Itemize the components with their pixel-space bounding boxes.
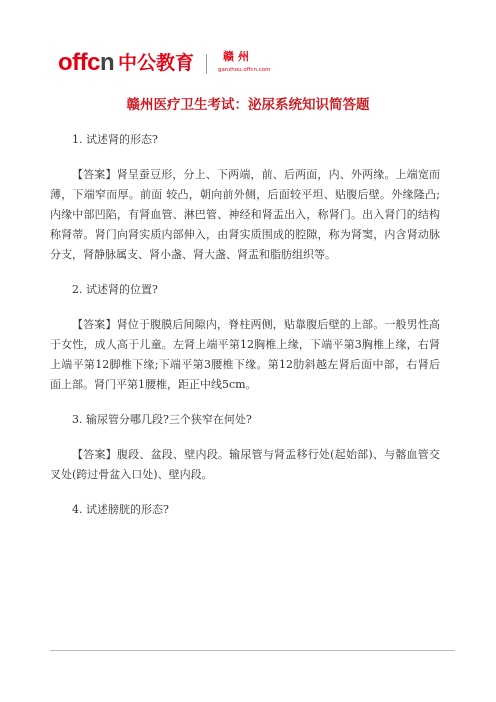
footer-divider — [50, 650, 455, 651]
document-body — [50, 130, 440, 535]
question-2: 2. 试述肾的位置? — [72, 283, 158, 296]
question-4: 4. 试述膀胱的形态? — [72, 503, 169, 516]
offcn-logo — [58, 50, 114, 76]
logo-divider — [206, 54, 207, 74]
question-1: 1. 试述肾的形态? — [72, 133, 158, 146]
answer-2: 【答案】肾位于腹膜后间隙内，脊柱两侧，贴靠腹后壁的上部。一般男性高于女性，成人高于儿童。左肾上端平第12胸椎上缘，下端平第3胸椎上缘，右肾上端平第12脚椎下缘;下端平第3腰椎下缘。第12肋斜越左肾后面中部，右肾后面上部。肾门平第1腰椎，距正中线5cm。 — [50, 318, 440, 391]
logo-city: 赣州 — [223, 50, 253, 63]
question-3: 3. 输尿管分哪几段?三个狭窄在何处? — [72, 413, 252, 426]
logo-url: ganzhou.offcn.com — [218, 67, 271, 73]
answer-1: 【答案】肾呈蚕豆形，分上、下两端，前、后两面，内、外两缘。上端宽而薄，下端窄而厚。前面 较凸，朝向前外侧，后面较平坦、贴腹后壁。外缘隆凸;内缘中部凹陷，有肾血管、淋巴管、神经和肾盂出入，称肾门。出入肾门的结构称肾蒂。肾门向肾实质内部伸入，由肾实质围成的腔隙，称为肾窦，内含肾动脉分支，肾静脉属支、肾小盏、肾大盏、肾盂和脂肪组织等。 — [50, 168, 440, 261]
logo-latin-red: offc — [58, 49, 100, 76]
logo-latin-gray: n — [100, 49, 115, 76]
answer-3: 【答案】腹段、盆段、壁内段。输尿管与肾盂移行处(起始部)、与髂血管交叉处(跨过骨盆入口处)、壁内段。 — [50, 448, 440, 481]
logo-chinese-name: 中公教育 — [118, 52, 195, 74]
page-title: 赣州医疗卫生考试：泌尿系统知识简答题 — [126, 97, 370, 113]
page-header — [58, 50, 458, 80]
